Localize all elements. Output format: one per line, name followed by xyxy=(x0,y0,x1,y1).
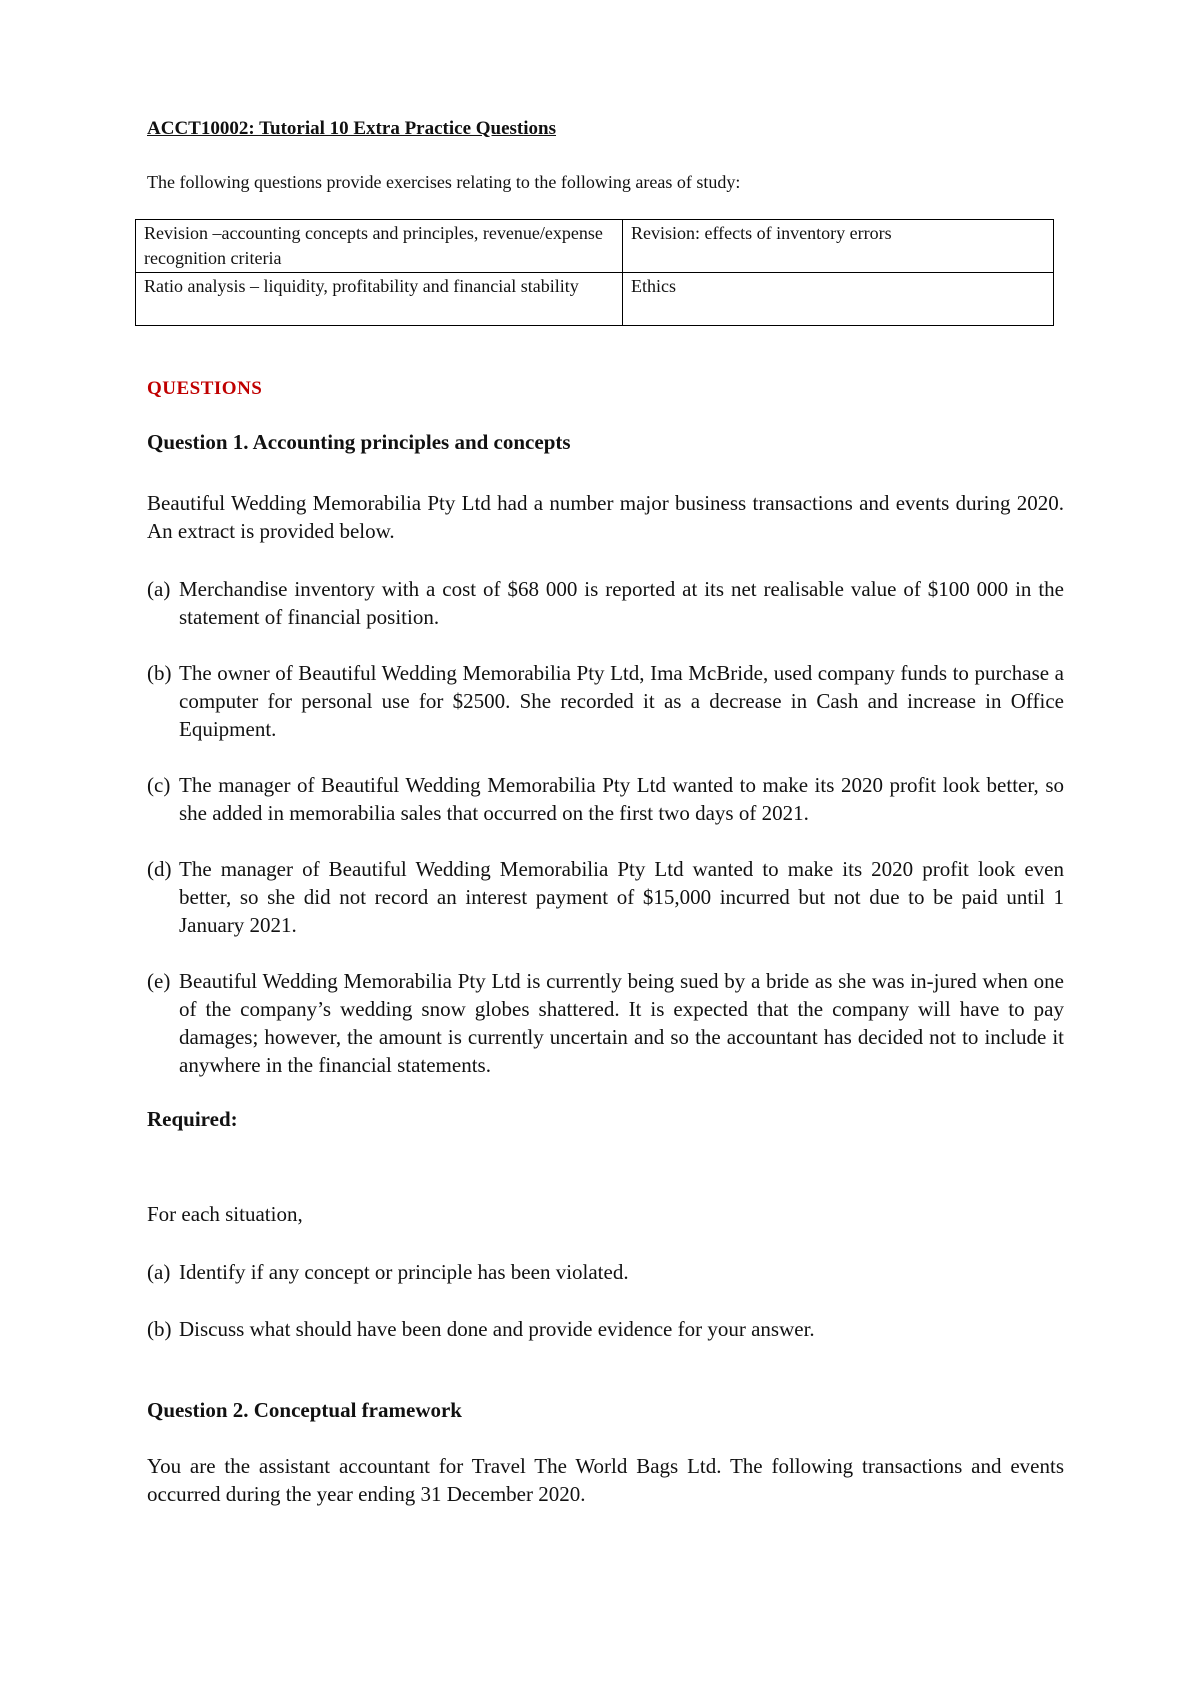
item-label: (b) xyxy=(147,1317,172,1341)
item-text: Discuss what should have been done and provide evidence for your answer. xyxy=(179,1317,815,1341)
question-1-body: Beautiful Wedding Memorabilia Pty Ltd had a number major business transactions and events during 2020. An extract is provided below. xyxy=(147,491,1064,543)
list-item xyxy=(147,659,1064,743)
table-cell: Revision –accounting concepts and principles, revenue/expense recognition criteria xyxy=(136,220,623,273)
question-2-body: You are the assistant accountant for Travel The World Bags Ltd. The following transactions and events occurred during the year ending 31 December 2020. xyxy=(147,1454,1064,1506)
table-row xyxy=(136,220,1054,273)
item-label: (b) xyxy=(147,661,172,685)
item-text: The owner of Beautiful Wedding Memorabilia Pty Ltd, Ima McBride, used company funds to purchase a computer for personal use for $2500. She recorded it as a decrease in Cash and increase in Office Equipment. xyxy=(179,661,1064,741)
table-cell: Ethics xyxy=(623,273,1054,326)
item-text: Identify if any concept or principle has been violated. xyxy=(179,1260,629,1284)
item-text: The manager of Beautiful Wedding Memorabilia Pty Ltd wanted to make its 2020 profit look better, so she added in memorabilia sales that occurred on the first two days of 2021. xyxy=(179,773,1064,825)
study-areas-table xyxy=(135,219,1054,326)
table-cell: Ratio analysis – liquidity, profitability and financial stability xyxy=(136,273,623,326)
item-label: (d) xyxy=(147,857,172,881)
list-item xyxy=(147,771,1064,827)
item-label: (a) xyxy=(147,577,171,601)
question-1-heading: Question 1. Accounting principles and concepts xyxy=(147,430,571,454)
list-item xyxy=(147,1258,1064,1286)
item-text: Merchandise inventory with a cost of $68 000 is reported at its net realisable value of $100 000 in the statement of financial position. xyxy=(179,577,1064,629)
for-each-text: For each situation, xyxy=(147,1202,303,1226)
item-text: The manager of Beautiful Wedding Memorabilia Pty Ltd wanted to make its 2020 profit look even better, so she did not record an interest payment of $15,000 incurred but not due to be paid until 1 January 2021. xyxy=(179,857,1064,937)
item-text: Beautiful Wedding Memorabilia Pty Ltd is currently being sued by a bride as she was in-jured when one of the company’s wedding snow globes shattered. It is expected that the company will have to pay damages; however, the amount is currently uncertain and so the accountant has decided not to include it anywhere in the financial statements. xyxy=(179,969,1064,1077)
table-cell: Revision: effects of inventory errors xyxy=(623,220,1054,273)
list-item xyxy=(147,575,1064,631)
required-label: Required: xyxy=(147,1107,238,1131)
item-label: (c) xyxy=(147,773,171,797)
list-item xyxy=(147,967,1064,1079)
item-label: (e) xyxy=(147,969,171,993)
question-2-heading: Question 2. Conceptual framework xyxy=(147,1398,462,1422)
table-row xyxy=(136,273,1054,326)
list-item xyxy=(147,855,1064,939)
document-title: ACCT10002: Tutorial 10 Extra Practice Questions xyxy=(147,118,557,139)
item-label: (a) xyxy=(147,1260,171,1284)
intro-text: The following questions provide exercises relating to the following areas of study: xyxy=(147,172,741,192)
section-heading: QUESTIONS xyxy=(147,378,263,399)
list-item xyxy=(147,1315,1064,1343)
